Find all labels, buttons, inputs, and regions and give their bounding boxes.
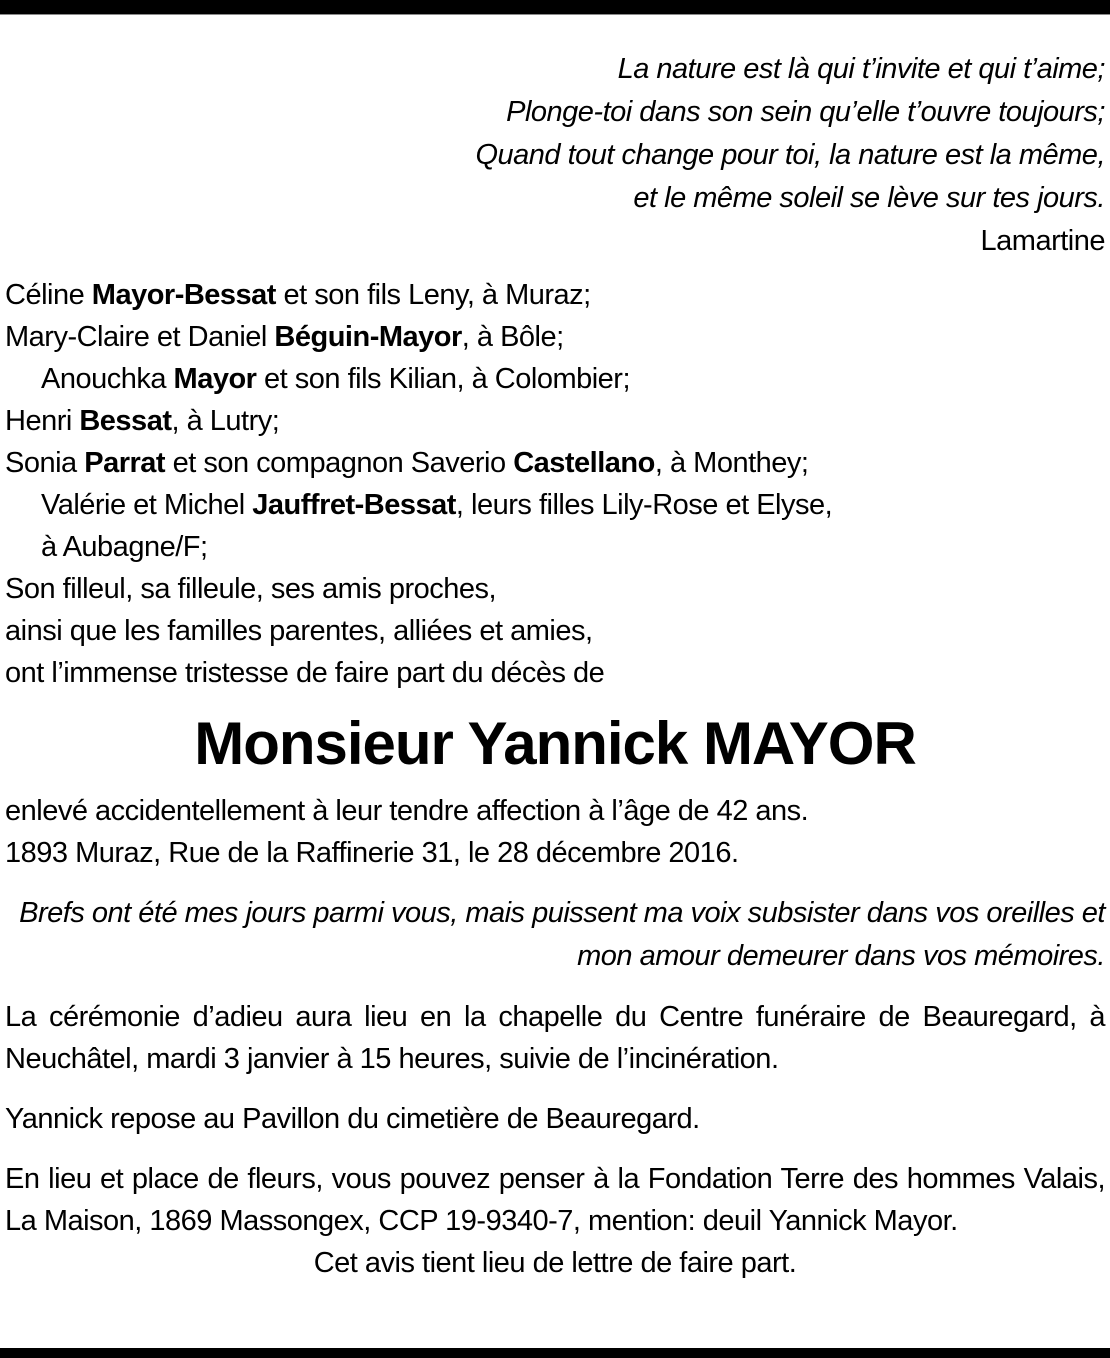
bottom-rule [0, 1348, 1110, 1358]
repose-line: Yannick repose au Pavillon du cimetière de Beauregard. [5, 1103, 700, 1135]
family-text: , leurs filles Lily-Rose et Elyse, [455, 489, 833, 521]
family-text: Anouchka [41, 363, 174, 395]
family-line [5, 358, 1105, 400]
family-line [5, 526, 1105, 568]
donation-paragraph: En lieu et place de fleurs, vous pouvez penser à la Fondation Terre des hommes Valais, La Maison, 1869 Massongex, CCP 19-9340-7, mention: deuil Yannick Mayor. [5, 1163, 1105, 1237]
family-text: et son fils Kilian, à Colombier; [256, 363, 631, 395]
family-text: Henri [5, 405, 80, 437]
family-surname: Castellano [513, 447, 655, 479]
ceremony-paragraph: La cérémonie d’adieu aura lieu en la chapelle du Centre funéraire de Beauregard, à Neuchâtel, mardi 3 janvier à 15 heures, suivie de l’incinération. [5, 1001, 1105, 1075]
family-text: Valérie et Michel [41, 489, 253, 521]
family-text: Sonia [5, 447, 85, 479]
poem-line: Plonge-toi dans son sein qu’elle t’ouvre toujours; [506, 96, 1105, 128]
family-line [5, 274, 1105, 316]
poem-line: et le même soleil se lève sur tes jours. [633, 182, 1105, 214]
address-date-line: 1893 Muraz, Rue de la Raffinerie 31, le 28 décembre 2016. [5, 837, 739, 869]
family-text: , à Monthey; [654, 447, 809, 479]
poem-line: La nature est là qui t’invite et qui t’aime; [617, 53, 1105, 85]
deceased-name-title: Monsieur Yannick MAYOR [194, 710, 916, 777]
family-line [5, 652, 1105, 694]
family-list [0, 274, 1110, 694]
poem-line: Quand tout change pour toi, la nature est la même, [475, 139, 1105, 171]
family-text: , à Lutry; [171, 405, 280, 437]
family-line [5, 442, 1105, 484]
family-line [5, 316, 1105, 358]
epitaph-quote: Brefs ont été mes jours parmi vous, mais puissent ma voix subsister dans vos oreilles et mon amour demeurer dans vos mémoires. [19, 897, 1105, 972]
closing-line: Cet avis tient lieu de lettre de faire part. [313, 1247, 797, 1279]
family-line [5, 568, 1105, 610]
family-surname: Bessat [79, 405, 172, 437]
family-surname: Mayor-Bessat [91, 279, 276, 311]
family-text: , à Bôle; [461, 321, 564, 353]
family-text: et son compagnon Saverio [165, 447, 514, 479]
family-surname: Béguin-Mayor [274, 321, 462, 353]
family-line [5, 400, 1105, 442]
family-surname: Jauffret-Bessat [252, 489, 456, 521]
family-text: à Aubagne/F; [41, 531, 208, 563]
opening-poem [0, 48, 1110, 263]
poem-attribution: Lamartine [980, 225, 1105, 257]
family-text: et son fils Leny, à Muraz; [275, 279, 591, 311]
family-text: ainsi que les familles parentes, alliées et amies, [5, 615, 593, 647]
top-rule [0, 0, 1110, 15]
family-surname: Parrat [84, 447, 166, 479]
family-line [5, 610, 1105, 652]
age-line: enlevé accidentellement à leur tendre affection à l’âge de 42 ans. [5, 795, 809, 827]
family-text: Céline [5, 279, 92, 311]
family-text: ont l’immense tristesse de faire part du décès de [5, 657, 605, 689]
family-line [5, 484, 1105, 526]
family-text: Son filleul, sa filleule, ses amis proches, [5, 573, 497, 605]
family-text: Mary-Claire et Daniel [5, 321, 275, 353]
family-surname: Mayor [173, 363, 257, 395]
